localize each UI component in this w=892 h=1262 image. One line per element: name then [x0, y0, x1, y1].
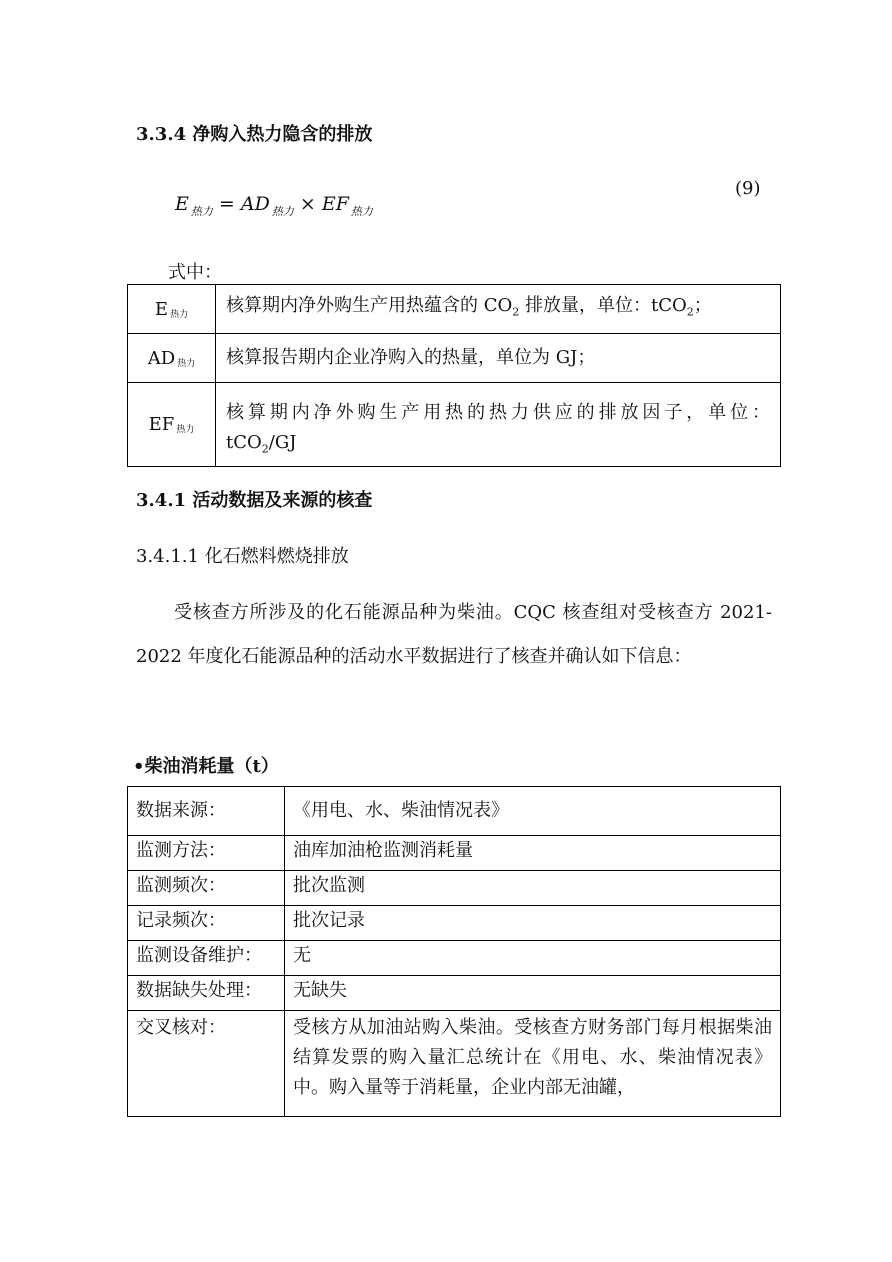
section-heading-3-3-4: 3.3.4 净购入热力隐含的排放: [136, 124, 373, 145]
definition-symbol: AD 热力: [128, 334, 216, 383]
definition-desc: 核算期内净外购生产用热蕴含的 $CO_2$ 排放量，单位：tCO$_2$；: [216, 285, 781, 334]
table-row: [128, 1011, 781, 1117]
row-label: 监测频次：: [128, 871, 285, 906]
definition-desc: 核算期内净外购生产用热的热力供应的排放因子，单位： tCO$_2$/GJ: [216, 383, 781, 467]
formula-ad: AD: [240, 193, 270, 215]
definition-row: [128, 334, 781, 383]
section-heading-3-4-1-1: 3.4.1.1 化石燃料燃烧排放: [136, 546, 349, 567]
formula-equals: =: [212, 193, 241, 215]
row-value: 无缺失: [285, 976, 781, 1011]
formula-times: ×: [293, 193, 322, 215]
row-label: 数据来源：: [128, 787, 285, 836]
definition-desc: 核算报告期内企业净购入的热量，单位为 GJ；: [216, 334, 781, 383]
definition-symbol: EF 热力: [128, 383, 216, 467]
definition-row: [128, 383, 781, 467]
table-row: [128, 787, 781, 836]
diesel-data-table: [127, 786, 781, 1117]
row-label: 记录频次：: [128, 906, 285, 941]
intro-paragraph: 受核查方所涉及的化石能源品种为柴油。CQC 核查组对受核查方 2021-2022 年度化石能源品种的活动水平数据进行了核查并确认如下信息：: [136, 602, 772, 667]
formula-ef: EF: [321, 193, 349, 215]
definitions-table: [127, 284, 781, 467]
row-label: 监测方法：: [128, 836, 285, 871]
formula-ef-sub: 热力: [350, 205, 373, 218]
table-row: [128, 871, 781, 906]
row-value: 批次监测: [285, 871, 781, 906]
row-value: 无: [285, 941, 781, 976]
row-label: 数据缺失处理：: [128, 976, 285, 1011]
table-row: [128, 836, 781, 871]
equation-number: (9): [735, 178, 761, 199]
section-heading-3-4-1: 3.4.1 活动数据及来源的核查: [136, 490, 373, 511]
row-value: 批次记录: [285, 906, 781, 941]
where-label: 式中：: [168, 262, 222, 283]
formula-lhs: E: [175, 193, 189, 215]
formula-ad-sub: 热力: [271, 205, 294, 218]
table-row: [128, 906, 781, 941]
row-label: 交叉核对：: [128, 1011, 285, 1117]
row-value: 《用电、水、柴油情况表》: [285, 787, 781, 836]
definition-symbol: E 热力: [128, 285, 216, 334]
row-value: 受核方从加油站购入柴油。受核查方财务部门每月根据柴油结算发票的购入量汇总统计在《用电、水、柴油情况表》中。购入量等于消耗量，企业内部无油罐，: [285, 1011, 781, 1117]
row-label: 监测设备维护：: [128, 941, 285, 976]
table-row: [128, 976, 781, 1011]
definition-row: [128, 285, 781, 334]
table-row: [128, 941, 781, 976]
row-value: 油库加油枪监测消耗量: [285, 836, 781, 871]
bullet-heading-diesel: •柴油消耗量（t）: [133, 756, 279, 777]
formula-lhs-sub: 热力: [190, 205, 213, 218]
emission-formula: [175, 193, 373, 219]
